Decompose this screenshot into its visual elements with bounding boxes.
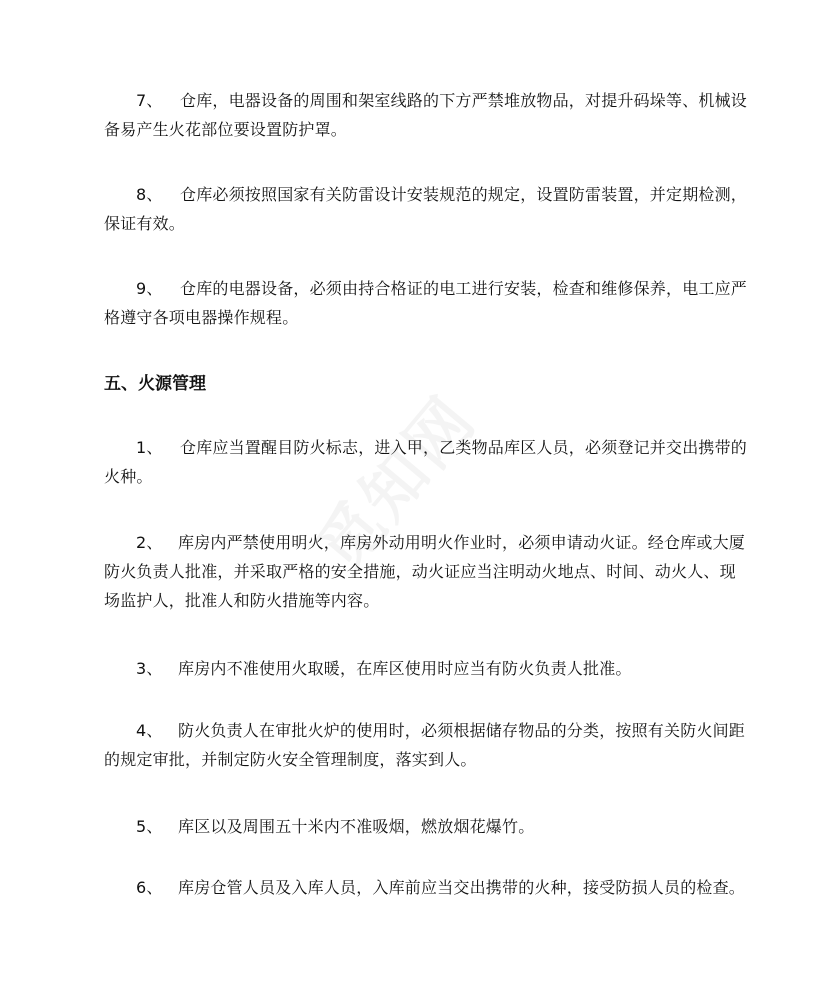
list-item — [104, 873, 746, 902]
section-heading: 五、火源管理 — [104, 374, 206, 394]
item-line: 场监护人，批准人和防火措施等内容。 — [104, 591, 380, 610]
list-item — [104, 274, 748, 332]
item-number: 1、 — [136, 438, 163, 457]
item-line: 库房仓管人员及入库人员，入库前应当交出携带的火种，接受防损人员的检查。 — [178, 878, 746, 897]
item-line: 保证有效。 — [104, 214, 186, 233]
item-line: 库区以及周围五十米内不准吸烟，燃放烟花爆竹。 — [178, 817, 535, 836]
item-number: 9、 — [136, 279, 163, 298]
item-line: 仓库的电器设备，必须由持合格证的电工进行安装，检查和维修保养，电工应严 — [180, 279, 748, 298]
item-number: 3、 — [136, 659, 163, 678]
item-line: 库房内严禁使用明火，库房外动用明火作业时，必须申请动火证。经仓库或大厦 — [178, 533, 746, 552]
list-item — [104, 654, 730, 683]
item-number: 7、 — [136, 91, 163, 110]
item-line: 仓库必须按照国家有关防雷设计安装规范的规定，设置防雷装置，并定期检测， — [180, 185, 748, 204]
item-line: 火种。 — [104, 467, 153, 486]
item-number: 2、 — [136, 533, 163, 552]
list-item — [104, 716, 746, 774]
list-item — [104, 180, 748, 238]
item-line: 防火负责人批准，并采取严格的安全措施，动火证应当注明动火地点、时间、动火人、现 — [104, 562, 736, 581]
item-number: 4、 — [136, 721, 163, 740]
item-line: 仓库应当置醒目防火标志，进入甲，乙类物品库区人员，必须登记并交出携带的 — [180, 438, 748, 457]
item-line: 的规定审批，并制定防火安全管理制度，落实到人。 — [104, 750, 477, 769]
item-line: 防火负责人在审批火炉的使用时，必须根据储存物品的分类，按照有关防火间距 — [178, 721, 746, 740]
list-item — [104, 86, 748, 144]
item-line: 格遵守各项电器操作规程。 — [104, 308, 299, 327]
list-item — [104, 812, 730, 841]
list-item — [104, 433, 748, 491]
item-number: 5、 — [136, 817, 163, 836]
list-item — [104, 528, 746, 615]
item-number: 8、 — [136, 185, 163, 204]
item-line: 备易产生火花部位要设置防护罩。 — [104, 120, 348, 139]
item-line: 仓库，电器设备的周围和架室线路的下方严禁堆放物品，对提升码垛等、机械设 — [180, 91, 748, 110]
item-number: 6、 — [136, 878, 163, 897]
item-line: 库房内不准使用火取暖，在库区使用时应当有防火负责人批准。 — [178, 659, 632, 678]
